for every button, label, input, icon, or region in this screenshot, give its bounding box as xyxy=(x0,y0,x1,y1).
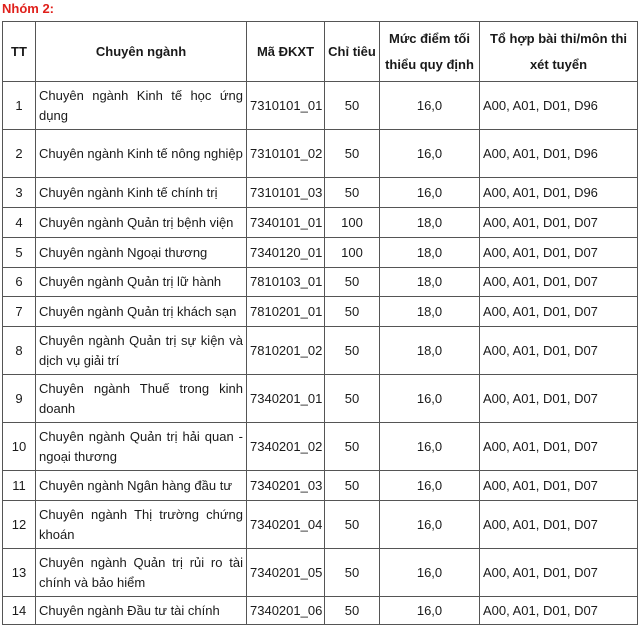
cell-quota: 50 xyxy=(325,297,380,327)
cell-score: 18,0 xyxy=(380,327,480,375)
cell-tt: 3 xyxy=(3,178,36,208)
cell-code: 7310101_02 xyxy=(247,130,325,178)
cell-tt: 5 xyxy=(3,238,36,268)
cell-tt: 11 xyxy=(3,471,36,501)
table-row xyxy=(3,597,638,625)
table-header-row xyxy=(3,22,638,82)
cell-combo: A00, A01, D01, D07 xyxy=(480,471,638,501)
cell-code: 7340201_04 xyxy=(247,501,325,549)
cell-quota: 50 xyxy=(325,268,380,297)
table-row xyxy=(3,130,638,178)
cell-quota: 100 xyxy=(325,238,380,268)
cell-code: 7340201_03 xyxy=(247,471,325,501)
cell-code: 7810201_02 xyxy=(247,327,325,375)
cell-score: 16,0 xyxy=(380,375,480,423)
cell-tt: 8 xyxy=(3,327,36,375)
admission-table xyxy=(2,21,638,625)
cell-combo: A00, A01, D01, D96 xyxy=(480,130,638,178)
table-row xyxy=(3,297,638,327)
cell-score: 18,0 xyxy=(380,297,480,327)
cell-major: Chuyên ngành Ngoại thương xyxy=(36,238,247,268)
cell-tt: 2 xyxy=(3,130,36,178)
cell-major: Chuyên ngành Quản trị sự kiện và dịch vụ giải trí xyxy=(36,327,247,375)
table-row xyxy=(3,375,638,423)
cell-quota: 50 xyxy=(325,501,380,549)
cell-tt: 13 xyxy=(3,549,36,597)
table-row xyxy=(3,471,638,501)
cell-code: 7310101_03 xyxy=(247,178,325,208)
cell-code: 7340201_02 xyxy=(247,423,325,471)
cell-quota: 50 xyxy=(325,130,380,178)
header-code: Mã ĐKXT xyxy=(247,22,325,82)
table-row xyxy=(3,238,638,268)
cell-quota: 50 xyxy=(325,471,380,501)
cell-score: 16,0 xyxy=(380,471,480,501)
cell-score: 16,0 xyxy=(380,82,480,130)
cell-tt: 14 xyxy=(3,597,36,625)
cell-tt: 4 xyxy=(3,208,36,238)
cell-score: 18,0 xyxy=(380,268,480,297)
cell-major: Chuyên ngành Đầu tư tài chính xyxy=(36,597,247,625)
table-row xyxy=(3,82,638,130)
header-tt: TT xyxy=(3,22,36,82)
cell-combo: A00, A01, D01, D07 xyxy=(480,208,638,238)
cell-major: Chuyên ngành Thị trường chứng khoán xyxy=(36,501,247,549)
cell-major: Chuyên ngành Quản trị lữ hành xyxy=(36,268,247,297)
cell-score: 16,0 xyxy=(380,549,480,597)
cell-score: 18,0 xyxy=(380,238,480,268)
group-title: Nhóm 2: xyxy=(2,1,54,16)
table-row xyxy=(3,423,638,471)
table-row xyxy=(3,549,638,597)
cell-quota: 50 xyxy=(325,423,380,471)
cell-code: 7310101_01 xyxy=(247,82,325,130)
cell-combo: A00, A01, D01, D07 xyxy=(480,238,638,268)
cell-major: Chuyên ngành Kinh tế nông nghiệp xyxy=(36,130,247,178)
cell-major: Chuyên ngành Ngân hàng đầu tư xyxy=(36,471,247,501)
cell-combo: A00, A01, D01, D07 xyxy=(480,597,638,625)
cell-score: 18,0 xyxy=(380,208,480,238)
cell-combo: A00, A01, D01, D07 xyxy=(480,423,638,471)
cell-tt: 7 xyxy=(3,297,36,327)
cell-tt: 6 xyxy=(3,268,36,297)
cell-major: Chuyên ngành Thuế trong kinh doanh xyxy=(36,375,247,423)
table-row xyxy=(3,178,638,208)
cell-score: 16,0 xyxy=(380,178,480,208)
cell-major: Chuyên ngành Kinh tế chính trị xyxy=(36,178,247,208)
cell-score: 16,0 xyxy=(380,423,480,471)
cell-combo: A00, A01, D01, D07 xyxy=(480,501,638,549)
cell-combo: A00, A01, D01, D07 xyxy=(480,549,638,597)
header-quota: Chỉ tiêu xyxy=(325,22,380,82)
cell-code: 7340201_05 xyxy=(247,549,325,597)
cell-major: Chuyên ngành Kinh tế học ứng dụng xyxy=(36,82,247,130)
cell-major: Chuyên ngành Quản trị hải quan - ngoại thương xyxy=(36,423,247,471)
cell-code: 7810201_01 xyxy=(247,297,325,327)
cell-quota: 100 xyxy=(325,208,380,238)
cell-combo: A00, A01, D01, D96 xyxy=(480,178,638,208)
cell-tt: 9 xyxy=(3,375,36,423)
cell-code: 7340120_01 xyxy=(247,238,325,268)
cell-combo: A00, A01, D01, D07 xyxy=(480,375,638,423)
cell-quota: 50 xyxy=(325,82,380,130)
cell-quota: 50 xyxy=(325,178,380,208)
cell-score: 16,0 xyxy=(380,130,480,178)
cell-tt: 1 xyxy=(3,82,36,130)
header-combo: Tổ hợp bài thi/môn thi xét tuyển xyxy=(480,22,638,82)
cell-code: 7340101_01 xyxy=(247,208,325,238)
cell-combo: A00, A01, D01, D96 xyxy=(480,82,638,130)
cell-score: 16,0 xyxy=(380,501,480,549)
cell-quota: 50 xyxy=(325,327,380,375)
cell-score: 16,0 xyxy=(380,597,480,625)
cell-code: 7340201_01 xyxy=(247,375,325,423)
header-major: Chuyên ngành xyxy=(36,22,247,82)
table-row xyxy=(3,501,638,549)
cell-tt: 10 xyxy=(3,423,36,471)
header-min-score: Mức điểm tối thiểu quy định xyxy=(380,22,480,82)
cell-combo: A00, A01, D01, D07 xyxy=(480,297,638,327)
table-row xyxy=(3,268,638,297)
cell-major: Chuyên ngành Quản trị rủi ro tài chính và bảo hiểm xyxy=(36,549,247,597)
cell-code: 7810103_01 xyxy=(247,268,325,297)
cell-code: 7340201_06 xyxy=(247,597,325,625)
cell-quota: 50 xyxy=(325,549,380,597)
cell-tt: 12 xyxy=(3,501,36,549)
table-row xyxy=(3,208,638,238)
table-row xyxy=(3,327,638,375)
cell-quota: 50 xyxy=(325,597,380,625)
cell-quota: 50 xyxy=(325,375,380,423)
cell-combo: A00, A01, D01, D07 xyxy=(480,327,638,375)
cell-combo: A00, A01, D01, D07 xyxy=(480,268,638,297)
cell-major: Chuyên ngành Quản trị khách sạn xyxy=(36,297,247,327)
cell-major: Chuyên ngành Quản trị bệnh viện xyxy=(36,208,247,238)
